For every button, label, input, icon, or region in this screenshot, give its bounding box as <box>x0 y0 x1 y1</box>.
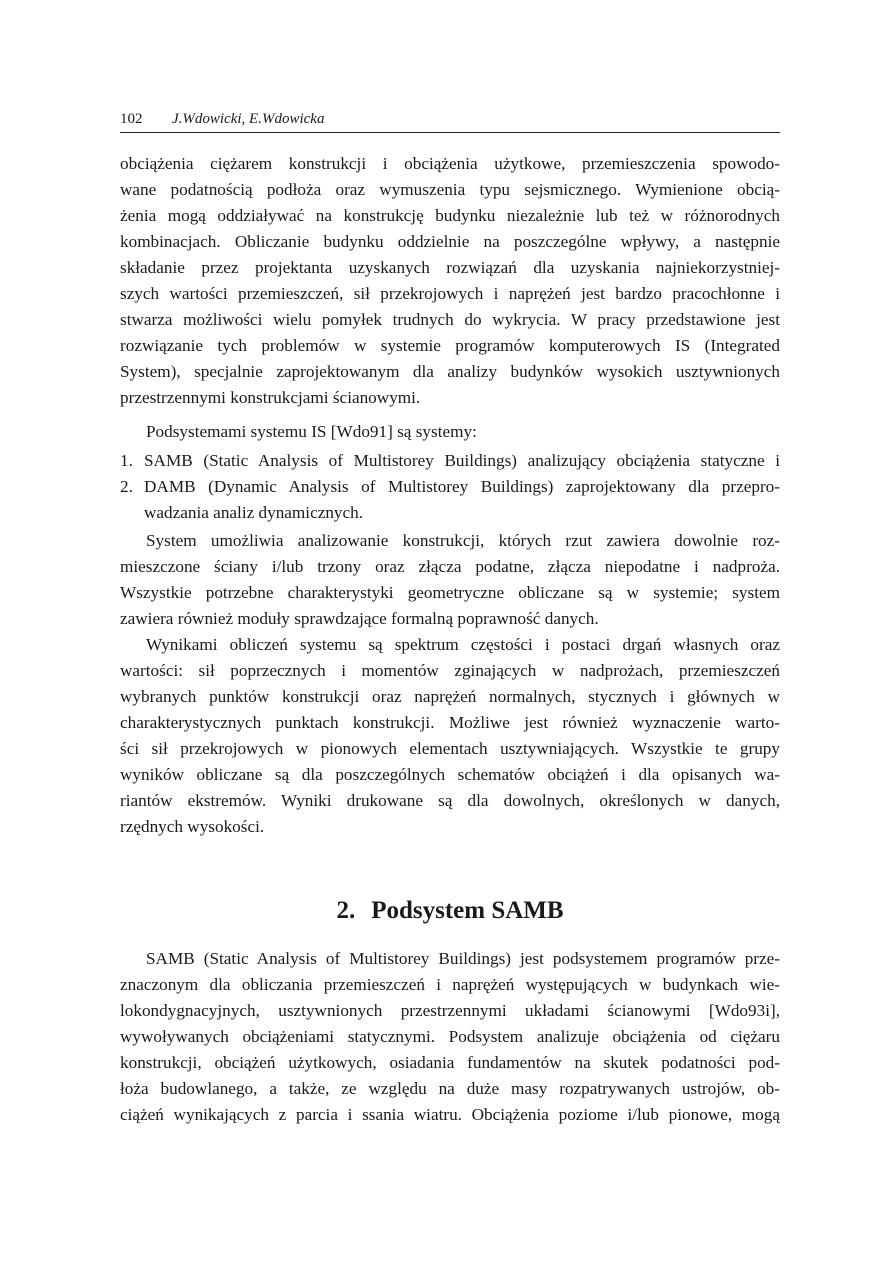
text-line: rozwiązanie tych problemów w systemie programów komputerowych IS (Integrated <box>120 336 780 355</box>
subsystem-list <box>120 448 780 526</box>
paragraph-samb <box>120 946 780 1128</box>
list-item-text: DAMB (Dynamic Analysis of Multistorey Buildings) zaprojektowany dla przepro- <box>144 477 780 496</box>
page-number: 102 <box>120 111 143 127</box>
text-line: lokondygnacyjnych, usztywnionych przestrzennymi układami ścianowymi [Wdo93i], <box>120 1001 780 1020</box>
header-authors: J.Wdowicki, E.Wdowicka <box>172 111 325 127</box>
text-line: riantów ekstremów. Wyniki drukowane są dla dowolnych, określonych w danych, <box>120 791 780 810</box>
text-line: wyników obliczane są dla poszczególnych schematów obciążeń i dla opisanych wa- <box>120 765 780 784</box>
section-heading <box>120 894 780 928</box>
text-line: konstrukcji, obciążeń użytkowych, osiadania fundamentów na skutek podatności pod- <box>120 1053 780 1072</box>
text-line: Wszystkie potrzebne charakterystyki geometryczne obliczane są w systemie; system <box>120 583 780 602</box>
text-line: SAMB (Static Analysis of Multistorey Buildings) jest podsystemem programów prze- <box>146 949 780 968</box>
text-line: szych wartości przemieszczeń, sił przekrojowych i naprężeń jest bardzo pracochłonne i <box>120 284 780 303</box>
text-line: przestrzennymi konstrukcjami ścianowymi. <box>120 388 421 407</box>
list-item-continuation: wadzania analiz dynamicznych. <box>144 503 364 522</box>
text-line: znaczonym dla obliczania przemieszczeń i naprężeń występujących w budynkach wie- <box>120 975 780 994</box>
paragraph-subsystems <box>120 419 780 445</box>
text-line: System umożliwia analizowanie konstrukcji, których rzut zawiera dowolnie roz- <box>146 531 780 550</box>
running-header <box>120 110 780 133</box>
text-line: zawiera również moduły sprawdzające formalną poprawność danych. <box>120 609 599 628</box>
text-line: żenia mogą oddziaływać na konstrukcję budynku niezależnie lub też w różnorodnych <box>120 206 780 225</box>
list-item <box>120 474 780 500</box>
list-item <box>120 448 780 474</box>
text-line: mieszczone ściany i/lub trzony oraz złącza podatne, złącza niepodatne i nadproża. <box>120 557 780 576</box>
text-line: kombinacjach. Obliczanie budynku oddzielnie na poszczególne wpływy, a następnie <box>120 232 780 251</box>
text-line: Wynikami obliczeń systemu są spektrum częstości i postaci drgań własnych oraz <box>146 635 780 654</box>
text-line: Podsystemami systemu IS [Wdo91] są systemy: <box>146 422 477 441</box>
text-line: ści sił przekrojowych w pionowych elementach usztywniających. Wszystkie te grupy <box>120 739 780 758</box>
paragraph-intro <box>120 151 780 411</box>
list-number: 1. <box>120 451 133 470</box>
text-line: rzędnych wysokości. <box>120 817 265 836</box>
list-item-text: SAMB (Static Analysis of Multistorey Buildings) analizujący obciążenia statyczne i <box>144 451 780 470</box>
text-line: wybranych punktów konstrukcji oraz naprężeń normalnych, stycznych i głównych w <box>120 687 780 706</box>
section-number: 2. <box>336 897 356 924</box>
section-title: Podsystem SAMB <box>371 897 564 924</box>
text-line: charakterystycznych punktach konstrukcji. Możliwe jest również wyznaczenie warto- <box>120 713 780 732</box>
text-line: łoża budowlanego, a także, ze względu na duże masy rozpatrywanych ustrojów, ob- <box>120 1079 780 1098</box>
text-line: System), specjalnie zaprojektowanym dla analizy budynków wysokich usztywnionych <box>120 362 780 381</box>
list-number: 2. <box>120 477 133 496</box>
text-line: składanie przez projektanta uzyskanych rozwiązań dla uzyskania najniekorzystniej- <box>120 258 780 277</box>
text-line: wane podatnością podłoża oraz wymuszenia typu sejsmicznego. Wymienione obcią- <box>120 180 780 199</box>
text-line: obciążenia ciężarem konstrukcji i obciążenia użytkowe, przemieszczenia spowodo- <box>120 154 780 173</box>
paragraph-results <box>120 632 780 840</box>
text-line: wartości: sił poprzecznych i momentów zginających w nadprożach, przemieszczeń <box>120 661 780 680</box>
text-line: ciążeń wynikających z parcia i ssania wiatru. Obciążenia poziome i/lub pionowe, mogą <box>120 1105 780 1124</box>
text-line: stwarza możliwości wielu pomyłek trudnych do wykrycia. W pracy przedstawione jest <box>120 310 780 329</box>
paragraph-system <box>120 528 780 632</box>
text-line: wywoływanych obciążeniami statycznymi. Podsystem analizuje obciążenia od ciężaru <box>120 1027 780 1046</box>
